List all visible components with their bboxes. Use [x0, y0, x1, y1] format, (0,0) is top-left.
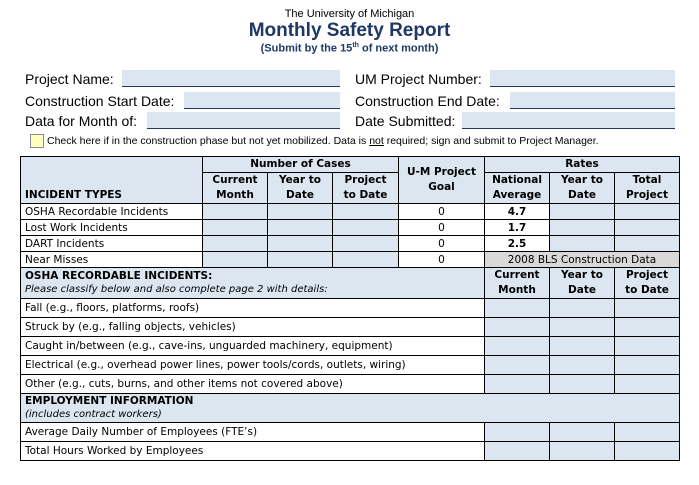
table-row: Lost Work Incidents 0 1.7	[21, 220, 680, 236]
um-project-number-label: UM Project Number:	[355, 71, 482, 87]
col-year-to-date: Year to Date	[268, 173, 333, 204]
construction-end-label: Construction End Date:	[355, 93, 500, 109]
not-mobilized-checkbox[interactable]	[30, 134, 44, 148]
table-row: Fall (e.g., floors, platforms, roofs)	[21, 299, 680, 318]
table-row: Electrical (e.g., overhead power lines, power tools/cords, outlets, wiring)	[21, 356, 680, 375]
incident-types-header: INCIDENT TYPES	[21, 157, 203, 204]
table-row: OSHA Recordable Incidents 0 4.7	[21, 204, 680, 220]
table-row: Other (e.g., cuts, burns, and other items not covered above)	[21, 375, 680, 394]
rates-header: Rates	[485, 157, 680, 173]
construction-end-field[interactable]	[510, 92, 675, 109]
table-row: Near Misses 0 2008 BLS Construction Data	[21, 252, 680, 268]
osha-col-project: Project to Date	[615, 268, 680, 299]
bls-note: 2008 BLS Construction Data	[485, 252, 680, 268]
col-rate-year-to-date: Year to Date	[550, 173, 615, 204]
osha-col-current: Current Month	[485, 268, 550, 299]
university-name: The University of Michigan	[284, 8, 415, 20]
employment-section: EMPLOYMENT INFORMATION (includes contract workers)	[21, 394, 680, 423]
table-row: Average Daily Number of Employees (FTE’s)	[21, 423, 680, 442]
osha-col-year: Year to Date	[550, 268, 615, 299]
project-name-label: Project Name:	[25, 71, 114, 87]
data-month-label: Data for Month of:	[25, 113, 138, 129]
construction-start-label: Construction Start Date:	[25, 93, 175, 109]
um-project-number-field[interactable]	[490, 70, 675, 87]
construction-start-field[interactable]	[184, 92, 340, 109]
date-submitted-label: Date Submitted:	[355, 113, 456, 129]
table-row: Total Hours Worked by Employees	[21, 442, 680, 461]
table-row: DART Incidents 0 2.5	[21, 236, 680, 252]
osha-section: OSHA RECORDABLE INCIDENTS: Please classify below and also complete page 2 with details:	[21, 268, 485, 299]
table-row: Struck by (e.g., falling objects, vehicles)	[21, 318, 680, 337]
col-project-to-date: Project to Date	[333, 173, 399, 204]
col-current-month: Current Month	[203, 173, 268, 204]
project-name-field[interactable]	[122, 70, 340, 87]
table-row: Caught in/between (e.g., cave-ins, unguarded machinery, equipment)	[21, 337, 680, 356]
date-submitted-field[interactable]	[462, 112, 675, 129]
safety-table	[20, 156, 680, 461]
report-subtitle: (Submit by the 15th of next month)	[260, 42, 439, 55]
col-total-project: Total Project	[615, 173, 680, 204]
number-of-cases-header: Number of Cases	[203, 157, 399, 173]
data-month-field[interactable]	[147, 112, 340, 129]
col-national-average: National Average	[485, 173, 550, 204]
not-mobilized-row: Check here if in the construction phase but not yet mobilized. Data is not required; sign and submit to Project Manager.	[30, 134, 599, 148]
report-title: Monthly Safety Report	[248, 20, 451, 41]
um-goal-header: U-M Project Goal	[399, 157, 485, 204]
